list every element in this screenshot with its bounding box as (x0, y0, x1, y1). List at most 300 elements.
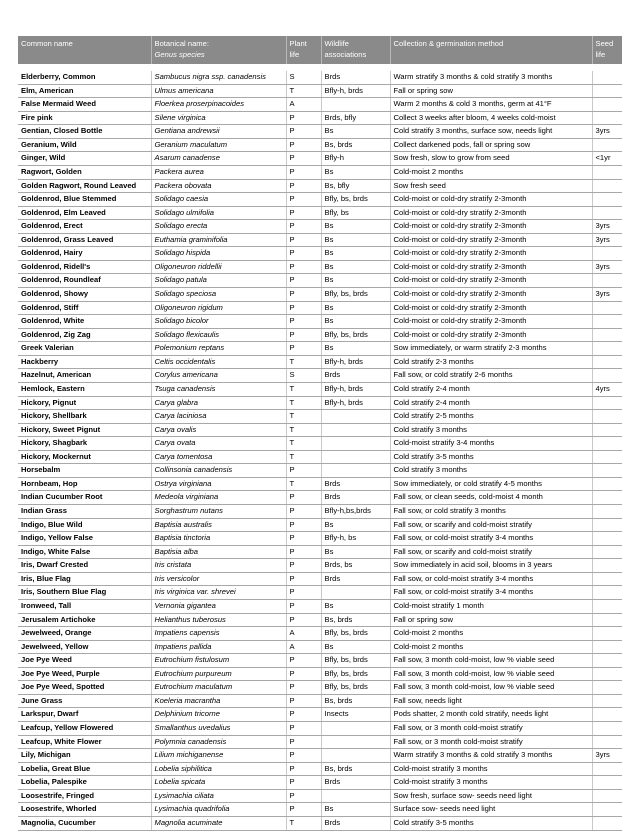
seed-life-cell (592, 681, 622, 695)
plant-life-cell: T (286, 84, 321, 98)
table-row (18, 165, 622, 179)
seed-life-cell (592, 355, 622, 369)
method-cell: Fall sow, or scarify and cold-moist stratify (390, 545, 592, 559)
wildlife-cell (321, 98, 390, 112)
common-name-cell: Goldenrod, Showy (18, 288, 151, 302)
header-plant-life: Plant life (286, 36, 321, 64)
table-row (18, 369, 622, 383)
botanical-name-cell: Oligoneuron rigidum (151, 301, 286, 315)
seed-life-cell (592, 423, 622, 437)
botanical-name-cell: Eutrochium purpureum (151, 667, 286, 681)
method-cell: Cold-moist or cold-dry stratify 2-3month (390, 247, 592, 261)
method-cell: Sow fresh seed (390, 179, 592, 193)
table-row (18, 776, 622, 790)
plant-life-cell: P (286, 138, 321, 152)
method-cell: Fall or spring sow (390, 613, 592, 627)
table-row (18, 288, 622, 302)
wildlife-cell: Brds, bs (321, 559, 390, 573)
plant-life-cell: P (286, 233, 321, 247)
plant-life-cell: S (286, 71, 321, 84)
common-name-cell: Jewelweed, Yellow (18, 640, 151, 654)
wildlife-cell: Bfly-h, brds (321, 84, 390, 98)
botanical-name-cell: Smallanthus uvedalius (151, 722, 286, 736)
botanical-name-cell: Delphinium tricorne (151, 708, 286, 722)
wildlife-cell: Bs (321, 315, 390, 329)
common-name-cell: Ginger, Wild (18, 152, 151, 166)
plant-life-cell: P (286, 179, 321, 193)
wildlife-cell (321, 437, 390, 451)
wildlife-cell: Bs (321, 599, 390, 613)
table-row (18, 816, 622, 830)
common-name-cell: Joe Pye Weed (18, 654, 151, 668)
common-name-cell: Hickory, Pignut (18, 396, 151, 410)
common-name-cell: Indigo, Blue Wild (18, 518, 151, 532)
common-name-cell: Lily, Michigan (18, 749, 151, 763)
seed-life-cell (592, 477, 622, 491)
common-name-cell: Iris, Blue Flag (18, 572, 151, 586)
wildlife-cell: Bfly, bs, brds (321, 193, 390, 207)
seed-life-cell (592, 437, 622, 451)
common-name-cell: Elderberry, Common (18, 71, 151, 84)
common-name-cell: Goldenrod, Stiff (18, 301, 151, 315)
method-cell: Warm stratify 3 months & cold stratify 3 months (390, 749, 592, 763)
table-row (18, 464, 622, 478)
wildlife-cell: Bs, brds (321, 694, 390, 708)
common-name-cell: Hickory, Mockernut (18, 450, 151, 464)
botanical-name-cell: Impatiens capensis (151, 627, 286, 641)
common-name-cell: Hemlock, Eastern (18, 382, 151, 396)
table-row (18, 247, 622, 261)
table-row (18, 532, 622, 546)
botanical-name-cell: Eutrochium maculatum (151, 681, 286, 695)
common-name-cell: Indian Cucumber Root (18, 491, 151, 505)
wildlife-cell: Bfly, bs, brds (321, 288, 390, 302)
wildlife-cell: Bs (321, 518, 390, 532)
wildlife-cell: Bs (321, 274, 390, 288)
common-name-cell: Ragwort, Golden (18, 165, 151, 179)
table-row (18, 260, 622, 274)
common-name-cell: Hackberry (18, 355, 151, 369)
botanical-name-cell: Oligoneuron riddellii (151, 260, 286, 274)
common-name-cell: Joe Pye Weed, Spotted (18, 681, 151, 695)
botanical-name-cell: Carya laciniosa (151, 410, 286, 424)
botanical-name-cell: Medeola virginiana (151, 491, 286, 505)
table-row (18, 84, 622, 98)
plant-life-cell: P (286, 315, 321, 329)
table-row (18, 98, 622, 112)
seed-life-cell (592, 274, 622, 288)
wildlife-cell: Bfly, bs, brds (321, 667, 390, 681)
botanical-name-cell: Eutrochium fistulosum (151, 654, 286, 668)
seed-life-cell (592, 518, 622, 532)
table-row (18, 586, 622, 600)
common-name-cell: Larkspur, Dwarf (18, 708, 151, 722)
plant-life-cell: T (286, 382, 321, 396)
plant-life-cell: T (286, 355, 321, 369)
table-row (18, 681, 622, 695)
seed-life-cell (592, 559, 622, 573)
botanical-name-cell: Floerkea proserpinacoides (151, 98, 286, 112)
botanical-name-cell: Sambucus nigra ssp. canadensis (151, 71, 286, 84)
common-name-cell: Jewelweed, Orange (18, 627, 151, 641)
common-name-cell: Geranium, Wild (18, 138, 151, 152)
botanical-name-cell: Iris versicolor (151, 572, 286, 586)
wildlife-cell: Bfly-h, brds (321, 396, 390, 410)
method-cell: Cold-moist 2 months (390, 165, 592, 179)
seed-life-cell (592, 315, 622, 329)
seed-life-cell: 3yrs (592, 260, 622, 274)
botanical-name-cell: Packera obovata (151, 179, 286, 193)
table-row (18, 789, 622, 803)
plant-life-cell: T (286, 437, 321, 451)
header-germination-method: Collection & germination method (390, 36, 592, 64)
plant-life-cell: P (286, 274, 321, 288)
common-name-cell: Hickory, Shagbark (18, 437, 151, 451)
spacer-cell (18, 64, 622, 71)
plant-life-cell: P (286, 667, 321, 681)
method-cell: Fall sow, 3 month cold-moist, low % viable seed (390, 654, 592, 668)
table-row (18, 396, 622, 410)
method-cell: Fall sow, 3 month cold-moist, low % viable seed (390, 667, 592, 681)
seed-life-cell: 3yrs (592, 233, 622, 247)
seed-life-cell (592, 572, 622, 586)
method-cell: Cold-moist 2 months (390, 640, 592, 654)
common-name-cell: Goldenrod, Blue Stemmed (18, 193, 151, 207)
seed-life-cell (592, 98, 622, 112)
wildlife-cell: Brds (321, 572, 390, 586)
wildlife-cell: Bs (321, 545, 390, 559)
method-cell: Sow immediately, or warm stratify 2-3 months (390, 342, 592, 356)
wildlife-cell: Brds (321, 477, 390, 491)
method-cell: Fall sow, or cold-moist stratify 3-4 months (390, 532, 592, 546)
botanical-name-cell: Carya tomentosa (151, 450, 286, 464)
botanical-name-cell: Baptisia australis (151, 518, 286, 532)
plant-life-cell: P (286, 681, 321, 695)
botanical-name-cell: Baptisia alba (151, 545, 286, 559)
seed-life-cell: <1yr (592, 152, 622, 166)
table-row (18, 627, 622, 641)
common-name-cell: False Mermaid Weed (18, 98, 151, 112)
plant-life-cell: P (286, 532, 321, 546)
method-cell: Cold-moist or cold-dry stratify 2-3month (390, 328, 592, 342)
method-cell: Cold-moist or cold-dry stratify 2-3month (390, 193, 592, 207)
method-cell: Fall sow, or cold-moist stratify 3-4 months (390, 572, 592, 586)
method-cell: Fall sow, needs light (390, 694, 592, 708)
seed-life-cell (592, 410, 622, 424)
seed-life-cell (592, 342, 622, 356)
plant-life-cell: S (286, 369, 321, 383)
table-row (18, 491, 622, 505)
plant-life-cell: P (286, 708, 321, 722)
wildlife-cell (321, 749, 390, 763)
table-row (18, 722, 622, 736)
method-cell: Fall sow, or clean seeds, cold-moist 4 month (390, 491, 592, 505)
plant-life-cell: T (286, 816, 321, 830)
wildlife-cell: Insects (321, 708, 390, 722)
seed-life-cell (592, 450, 622, 464)
plant-life-cell: P (286, 789, 321, 803)
common-name-cell: Indigo, Yellow False (18, 532, 151, 546)
method-cell: Cold-moist 2 months (390, 627, 592, 641)
botanical-name-cell: Solidago ulmifolia (151, 206, 286, 220)
common-name-cell: Hornbeam, Hop (18, 477, 151, 491)
table-row (18, 315, 622, 329)
table-row (18, 667, 622, 681)
common-name-cell: Goldenrod, Grass Leaved (18, 233, 151, 247)
table-row (18, 342, 622, 356)
wildlife-cell: Bs (321, 803, 390, 817)
method-cell: Fall sow, or scarify and cold-moist stratify (390, 518, 592, 532)
method-cell: Fall sow, or cold-moist stratify 3-4 months (390, 586, 592, 600)
plant-life-cell: P (286, 505, 321, 519)
botanical-name-cell: Sorghastrum nutans (151, 505, 286, 519)
plant-life-cell: P (286, 586, 321, 600)
plant-life-cell: P (286, 288, 321, 302)
seed-life-cell (592, 193, 622, 207)
common-name-cell: Fire pink (18, 111, 151, 125)
table-row (18, 410, 622, 424)
table-row (18, 505, 622, 519)
common-name-cell: Goldenrod, Elm Leaved (18, 206, 151, 220)
plant-life-cell: A (286, 640, 321, 654)
wildlife-cell: Bfly-h, brds (321, 355, 390, 369)
common-name-cell: Horsebalm (18, 464, 151, 478)
seed-life-cell (592, 708, 622, 722)
plant-life-cell: T (286, 410, 321, 424)
botanical-name-cell: Carya glabra (151, 396, 286, 410)
botanical-name-cell: Lobelia siphilitica (151, 762, 286, 776)
wildlife-cell: Brds, bfly (321, 111, 390, 125)
method-cell: Cold-moist or cold-dry stratify 2-3month (390, 260, 592, 274)
method-cell: Sow immediately in acid soil, blooms in 3 years (390, 559, 592, 573)
common-name-cell: Goldenrod, Erect (18, 220, 151, 234)
table-row (18, 694, 622, 708)
plant-life-cell: P (286, 722, 321, 736)
plant-life-cell: P (286, 762, 321, 776)
seed-life-cell (592, 111, 622, 125)
method-cell: Cold stratify 3-5 months (390, 816, 592, 830)
common-name-cell: Golden Ragwort, Round Leaved (18, 179, 151, 193)
method-cell: Warm stratify 3 months & cold stratify 3 months (390, 71, 592, 84)
plant-life-cell: P (286, 735, 321, 749)
table-row (18, 71, 622, 84)
wildlife-cell: Brds (321, 71, 390, 84)
seed-life-cell (592, 491, 622, 505)
botanical-name-cell: Solidago caesia (151, 193, 286, 207)
wildlife-cell: Bs (321, 165, 390, 179)
method-cell: Collect 3 weeks after bloom, 4 weeks cold-moist (390, 111, 592, 125)
table-row (18, 301, 622, 315)
common-name-cell: June Grass (18, 694, 151, 708)
wildlife-cell: Bs (321, 301, 390, 315)
wildlife-cell (321, 450, 390, 464)
common-name-cell: Joe Pye Weed, Purple (18, 667, 151, 681)
table-row (18, 437, 622, 451)
plant-life-cell: P (286, 572, 321, 586)
wildlife-cell (321, 789, 390, 803)
table-row (18, 749, 622, 763)
common-name-cell: Goldenrod, Hairy (18, 247, 151, 261)
wildlife-cell: Bfly, bs, brds (321, 627, 390, 641)
method-cell: Cold stratify 2-4 month (390, 382, 592, 396)
wildlife-cell (321, 735, 390, 749)
seed-life-cell (592, 71, 622, 84)
botanical-name-cell: Lobelia spicata (151, 776, 286, 790)
table-row (18, 220, 622, 234)
wildlife-cell: Brds (321, 776, 390, 790)
table-row (18, 708, 622, 722)
seed-table (18, 36, 622, 831)
wildlife-cell: Bs (321, 233, 390, 247)
seed-life-cell (592, 545, 622, 559)
method-cell: Cold stratify 3-5 months (390, 450, 592, 464)
seed-table-sheet (18, 36, 622, 831)
seed-life-cell (592, 369, 622, 383)
method-cell: Sow fresh, surface sow- seeds need light (390, 789, 592, 803)
method-cell: Cold-moist or cold-dry stratify 2-3month (390, 220, 592, 234)
seed-life-cell (592, 84, 622, 98)
method-cell: Cold-moist stratify 3 months (390, 762, 592, 776)
table-row (18, 328, 622, 342)
method-cell: Sow immediately, or cold stratify 4-5 months (390, 477, 592, 491)
plant-life-cell: P (286, 559, 321, 573)
plant-life-cell: P (286, 220, 321, 234)
table-row (18, 599, 622, 613)
plant-life-cell: P (286, 206, 321, 220)
plant-life-cell: A (286, 627, 321, 641)
plant-life-cell: T (286, 477, 321, 491)
seed-life-cell (592, 816, 622, 830)
method-cell: Sow fresh, slow to grow from seed (390, 152, 592, 166)
method-cell: Warm 2 months & cold 3 months, germ at 41°F (390, 98, 592, 112)
botanical-name-cell: Baptisia tinctoria (151, 532, 286, 546)
botanical-name-cell: Solidago patula (151, 274, 286, 288)
seed-life-cell (592, 599, 622, 613)
wildlife-cell: Bs (321, 260, 390, 274)
table-row (18, 193, 622, 207)
botanical-name-cell: Geranium maculatum (151, 138, 286, 152)
wildlife-cell: Brds (321, 369, 390, 383)
spacer-row (18, 64, 622, 71)
seed-life-cell: 3yrs (592, 220, 622, 234)
method-cell: Fall sow, or cold stratify 3 months (390, 505, 592, 519)
botanical-name-cell: Koeleria macrantha (151, 694, 286, 708)
table-row (18, 762, 622, 776)
method-cell: Cold stratify 2-5 months (390, 410, 592, 424)
botanical-name-cell: Collinsonia canadensis (151, 464, 286, 478)
method-cell: Cold stratify 3 months (390, 464, 592, 478)
common-name-cell: Lobelia, Great Blue (18, 762, 151, 776)
common-name-cell: Goldenrod, Zig Zag (18, 328, 151, 342)
header-botanical-name: Botanical name: Genus species (151, 36, 286, 64)
method-cell: Collect darkened pods, fall or spring sow (390, 138, 592, 152)
common-name-cell: Gentian, Closed Bottle (18, 125, 151, 139)
botanical-name-cell: Iris cristata (151, 559, 286, 573)
wildlife-cell: Bs (321, 342, 390, 356)
botanical-name-cell: Tsuga canadensis (151, 382, 286, 396)
table-row (18, 559, 622, 573)
wildlife-cell: Brds (321, 491, 390, 505)
table-row (18, 111, 622, 125)
seed-life-cell (592, 613, 622, 627)
botanical-name-cell: Gentiana andrewsii (151, 125, 286, 139)
plant-life-cell: P (286, 654, 321, 668)
method-cell: Cold-moist stratify 3-4 months (390, 437, 592, 451)
plant-life-cell: P (286, 491, 321, 505)
seed-life-cell: 4yrs (592, 382, 622, 396)
table-row (18, 477, 622, 491)
method-cell: Surface sow- seeds need light (390, 803, 592, 817)
wildlife-cell: Bfly, bs (321, 206, 390, 220)
plant-life-cell: P (286, 694, 321, 708)
common-name-cell: Elm, American (18, 84, 151, 98)
method-cell: Cold stratify 2-3 months (390, 355, 592, 369)
table-row (18, 233, 622, 247)
seed-life-cell (592, 396, 622, 410)
seed-life-cell (592, 694, 622, 708)
seed-life-cell (592, 328, 622, 342)
seed-life-cell (592, 532, 622, 546)
table-row (18, 206, 622, 220)
seed-life-cell (592, 505, 622, 519)
seed-life-cell (592, 464, 622, 478)
botanical-name-cell: Solidago speciosa (151, 288, 286, 302)
table-row (18, 613, 622, 627)
common-name-cell: Indigo, White False (18, 545, 151, 559)
common-name-cell: Iris, Southern Blue Flag (18, 586, 151, 600)
method-cell: Cold-moist or cold-dry stratify 2-3month (390, 315, 592, 329)
wildlife-cell: Bfly, bs, brds (321, 681, 390, 695)
common-name-cell: Hickory, Shellbark (18, 410, 151, 424)
wildlife-cell: Bs (321, 247, 390, 261)
table-row (18, 138, 622, 152)
method-cell: Cold stratify 3 months (390, 423, 592, 437)
wildlife-cell: Bs, bfly (321, 179, 390, 193)
seed-life-cell (592, 735, 622, 749)
botanical-name-cell: Polymnia canadensis (151, 735, 286, 749)
common-name-cell: Loosestrife, Whorled (18, 803, 151, 817)
botanical-name-cell: Vernonia gigantea (151, 599, 286, 613)
botanical-name-cell: Iris virginica var. shrevei (151, 586, 286, 600)
wildlife-cell (321, 410, 390, 424)
botanical-name-cell: Lilium michiganense (151, 749, 286, 763)
seed-life-cell (592, 762, 622, 776)
table-row (18, 355, 622, 369)
wildlife-cell: Bfly-h,bs,brds (321, 505, 390, 519)
wildlife-cell (321, 423, 390, 437)
common-name-cell: Loosestrife, Fringed (18, 789, 151, 803)
method-cell: Cold-moist or cold-dry stratify 2-3month (390, 206, 592, 220)
table-row (18, 274, 622, 288)
method-cell: Cold stratify 3 months, surface sow, needs light (390, 125, 592, 139)
seed-life-cell (592, 301, 622, 315)
table-row (18, 518, 622, 532)
wildlife-cell (321, 464, 390, 478)
seed-life-cell (592, 776, 622, 790)
table-row (18, 450, 622, 464)
plant-life-cell: A (286, 98, 321, 112)
method-cell: Fall or spring sow (390, 84, 592, 98)
method-cell: Fall sow, or cold stratify 2-6 months (390, 369, 592, 383)
table-row (18, 382, 622, 396)
seed-life-cell (592, 138, 622, 152)
wildlife-cell: Brds (321, 816, 390, 830)
method-cell: Fall sow, or 3 month cold-moist stratify (390, 735, 592, 749)
seed-life-cell (592, 803, 622, 817)
method-cell: Fall sow, or 3 month cold-moist stratify (390, 722, 592, 736)
wildlife-cell: Bfly-h, bs (321, 532, 390, 546)
botanical-name-cell: Asarum canadense (151, 152, 286, 166)
